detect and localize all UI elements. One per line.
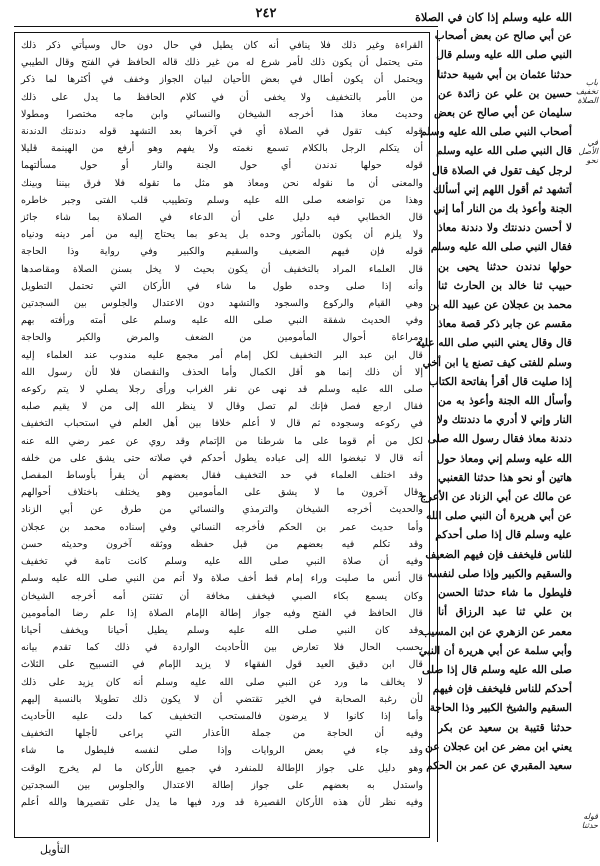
main-text-line: حسين بن علي عن زائدة عن <box>438 87 572 100</box>
commentary-line: وفيه أن الحاجة من جملة الأعذار التي يراعى لأجلها التخفيف <box>21 728 423 740</box>
top-rule <box>14 26 438 27</box>
main-text-line: السقيم والشيخ الكبير وذا الحاجة <box>429 702 572 715</box>
main-text-line: محمد بن عجلان عن عبيد الله بن <box>428 299 572 312</box>
main-text-line: أحدكم للناس فليخفف فإن فيهم <box>432 683 572 696</box>
main-text-line: وأبي سلمة عن أبي هريرة أن النبي <box>418 644 572 657</box>
main-text-line: النار وإني لا أدري ما دندنتك ولا <box>436 414 572 427</box>
main-text-line: أصحاب النبي صلى الله عليه وسلم <box>420 126 572 139</box>
main-text-line: قال النبي صلى الله عليه وسلم <box>436 145 572 158</box>
commentary-line: قال ابن دقيق العيد قول الفقهاء لا يزيد الإمام في التسبيح على الثلاث <box>21 659 423 671</box>
main-text-line: الجنة وأعوذ بك من النار أما إني <box>433 203 572 216</box>
main-text-line: أتشهد ثم أقول اللهم إني أسألك <box>433 183 572 196</box>
main-text-line: فليطول ما شاء حدثنا الحسن <box>438 587 572 600</box>
main-text-line: النبي صلى الله عليه وسلم قال <box>436 49 572 62</box>
main-text-line: معمر عن الزهري عن ابن المسيب <box>420 625 572 638</box>
commentary-line: وقال آخرون ما لا يشق على المأمومين وهو يختلف باختلاف أحوالهم <box>21 487 423 499</box>
commentary-line: قوله كيف تقول في الصلاة أي في آخرها بعد التشهد قوله دندنتك الدندنة <box>21 126 423 138</box>
commentary-line: قال العلماء المراد بالتخفيف أن يكون بحيث لا يخل بسنن الصلاة ومقاصدها <box>21 263 423 275</box>
main-text-line: هاتين أو نحو هذا حدثنا القعنبي <box>438 471 572 484</box>
main-text-line: حدثنا عثمان بن أبي شيبة حدثنا <box>437 68 572 81</box>
commentary-line: قال أنس ما صليت وراء إمام قط أخف صلاة ولا أتم من النبي صلى الله عليه وسلم <box>21 573 423 585</box>
main-text-line: دندنة معاذ فقال رسول الله صلى <box>427 433 572 446</box>
main-text-line: فقال النبي صلى الله عليه وسلم <box>430 241 572 254</box>
commentary-line: وهو دليل على جواز الإطالة للمنفرد في جميع الأركان ما لم يخرج الوقت <box>21 762 423 774</box>
commentary-line: قال الحافظ في الفتح وفيه جواز إطالة الإمام الصلاة إذا علم رضا المأمومين <box>21 607 423 619</box>
main-text-line: لا أحسن دندنتك ولا دندنة معاذ <box>438 222 572 235</box>
main-text-line: حبيب ثنا خالد بن الحارث ثنا <box>438 279 572 292</box>
commentary-line: وهي القيام والركوع والسجود والتشهد دون الاعتدال والجلوس بين السجدتين <box>21 298 423 310</box>
commentary-line: القراءة وغير ذلك فلا ينافي أنه كان يطيل في حال دون حال وسيأتي ذكر ذلك <box>21 40 423 51</box>
commentary-line: أن يتكلم الرجل بالكلام تسمع نغمته ولا يفهم وهو أرفع من الهينمة قليلا <box>21 143 423 155</box>
commentary-line: قال ابن عبد البر التخفيف لكل إمام أمر مجمع عليه مندوب عند العلماء إليه <box>21 349 423 361</box>
main-text-line: إذا صليت قال أقرأ بفاتحة الكتاب <box>428 375 572 388</box>
main-text-line: والسقيم والكبير وإذا صلى لنفسه <box>427 567 572 580</box>
commentary-line: وقد جاء في بعض الروايات وإذا صلى لنفسه فليطول ما شاء <box>21 745 423 757</box>
main-text-line: عن أبي صالح عن بعض أصحاب <box>434 30 572 43</box>
main-text-line: صلى الله عليه وسلم قال إذا صلى <box>422 663 572 676</box>
main-text-line: قال وقال يعني النبي صلى الله عليه <box>415 337 572 350</box>
commentary-line: لكل من أم قوما على ما شرطنا من الإتمام وقد روي عن عمر رضي الله عنه <box>21 435 423 447</box>
commentary-line: وفيه أن صلاة النبي صلى الله عليه وسلم كانت تامة في تخفيف <box>21 556 423 568</box>
main-text-line: بن علي ثنا عبد الرزاق أنا <box>438 606 572 619</box>
main-text-line: وسلم للفتى كيف تصنع يا ابن أخي <box>422 356 572 369</box>
margin-note: باب تخفيف الصلاة <box>575 78 598 105</box>
main-text-line: الله عليه وسلم إني ومعاذ حول <box>436 452 572 465</box>
main-text-column <box>415 8 572 858</box>
commentary-line: وحديث معاذ هذا أخرجه الشيخان والنسائي وابن ماجه مختصرا ومطولا <box>21 108 423 120</box>
commentary-line: وكان يسمع بكاء الصبي فيخفف مخافة أن تفتتن أمه أخرجه الشيخان <box>21 590 423 602</box>
page-number: ٢٤٢ <box>255 6 277 21</box>
catchword: التأويل <box>40 843 70 856</box>
commentary-line: فقال ارجع فصل فإنك لم تصل وقال لا ينظر الله إلى من لا يقيم صلبه <box>21 401 423 413</box>
main-text-line: عن أبي هريرة أن النبي صلى الله <box>426 510 572 523</box>
commentary-line: بحسب الحال فلا تعارض بين الأحاديث الواردة في ذلك كما تقدم بيانه <box>21 642 423 654</box>
commentary-line: والحديث أخرجه الشيخان والترمذي والنسائي من طرق عن أبي الزناد <box>21 504 423 516</box>
commentary-line: وفيه نظر لأن هذه الأركان القصيرة قد ورد فيها ما يدل على تقصيرها والله أعلم <box>21 796 423 808</box>
commentary-line: وأنه إذا صلى وحده طول ما شاء في الأركان التي تحتمل التطويل <box>21 280 423 292</box>
commentary-line: وفي الحديث شفقة النبي صلى الله عليه وسلم على أمته ورأفته بهم <box>21 315 423 327</box>
commentary-box <box>14 32 430 838</box>
main-text-line: عن مالك عن أبي الزناد عن الأعرج <box>420 491 572 504</box>
margin-note: في الأصل نحو <box>578 138 598 165</box>
commentary-line: واستدل به بعضهم على جواز إطالة الاعتدال والجلوس بين السجدتين <box>21 779 423 791</box>
commentary-line: إلا أن ذلك إنما هو أقل الكمال وأما الحذف والنقصان فلا لأن رسول الله <box>21 366 423 378</box>
commentary-line: صلى الله عليه وسلم قد نهى عن نقر الغراب ورأى رجلا يصلي لا يتم ركوعه <box>21 384 423 396</box>
commentary-line: متى يحتمل أن يكون ذلك لأمر شرع له من غير ذلك قاله الحافظ في الفتح وقال الطيبي <box>21 57 423 69</box>
commentary-line: من الأمر بالتخفيف ولا يخفى أن في كلام الحافظ ما يدل على ذلك <box>21 91 423 103</box>
main-text-line: عليه وسلم قال إذا صلى أحدكم <box>435 529 572 542</box>
commentary-line: قوله حولها ندندن أي حول الجنة والنار أو حول مسألتهما <box>21 160 423 172</box>
commentary-line: أنه قال لا تبغضوا الله إلى عباده يطول أحدكم في صلاته حتى يشق على من خلفه <box>21 452 423 464</box>
main-text-line: حدثنا قتيبة بن سعيد عن بكر <box>438 721 572 734</box>
main-text-line: حولها ندندن حدثنا يحيى بن <box>438 260 572 273</box>
main-text-line: الله عليه وسلم إذا كان في الصلاة <box>415 10 572 24</box>
commentary-line: وأما حديث عمر بن الحكم فأخرجه النسائي وفي إسناده محمد بن عجلان <box>21 521 423 533</box>
main-text-line: سليمان عن أبي صالح عن بعض <box>434 107 572 120</box>
commentary-line: قال الخطابي فيه دليل على أن الدعاء في الصلاة بما شاء جائز <box>21 212 423 224</box>
main-text-line: سعيد المقبري عن عمر بن الحكم <box>426 759 572 772</box>
commentary-line: في ركوعه وسجوده ثم قال لا أعلم خلافا بين أهل العلم في استحباب التخفيف <box>21 418 423 430</box>
main-text-line: مقسم عن جابر ذكر قصة معاذ <box>438 318 572 331</box>
commentary-line: ولا يلزم أن يكون بالمأثور وحده بل يدعو بما يحتاج إليه من أمر دينه ودنياه <box>21 229 423 241</box>
commentary-line: وهذا من تواضعه صلى الله عليه وسلم وتطييب قلب الفتى وجبر خاطره <box>21 194 423 206</box>
main-text-line: لرجل كيف تقول في الصلاة قال <box>432 164 572 177</box>
commentary-line: لأن رغبة الصحابة في الخير تقتضي أن لا يكون ذلك تطويلا بالنسبة إليهم <box>21 693 423 705</box>
commentary-line: وقد كان النبي صلى الله عليه وسلم يطيل أحيانا ويخفف أحيانا <box>21 624 423 636</box>
commentary-line: ويحتمل أن يكون أطال في بعض الأحيان لبيان الجواز وخفف في أكثرها لما ذكر <box>21 74 423 86</box>
commentary-line: لا يخالف ما ورد عن النبي صلى الله عليه وسلم أنه كان يزيد على ذلك <box>21 676 423 688</box>
commentary-line: والمعنى أن ما نقوله نحن ومعاذ هو مثل ما تقوله فلا فرق بيننا وبينك <box>21 177 423 189</box>
commentary-line: وقد اختلف العلماء في حد التخفيف فقال بعضهم أن يقرأ بأوساط المفصل <box>21 470 423 482</box>
margin-note: قوله حدثنا <box>581 812 598 830</box>
commentary-line: قوله فإن فيهم الضعيف والسقيم والكبير وفي رواية وذا الحاجة <box>21 246 423 258</box>
commentary-line: وأما إذا كانوا لا يرضون فالمستحب التخفيف كما دلت عليه الأحاديث <box>21 710 423 722</box>
main-text-line: للناس فليخفف فإن فيهم الضعيف <box>425 548 572 561</box>
commentary-line: وقد تكلم فيه بعضهم من قبل حفظه ووثقه آخرون وحديثه حسن <box>21 538 423 550</box>
main-text-line: يعني ابن مضر عن ابن عجلان عن <box>425 740 572 753</box>
commentary-line: ومراعاة أحوال المأمومين من الضعف والمرض والكبر والحاجة <box>21 332 423 344</box>
main-text-line: وأسأل الله الجنة وأعوذ به من <box>438 395 572 408</box>
